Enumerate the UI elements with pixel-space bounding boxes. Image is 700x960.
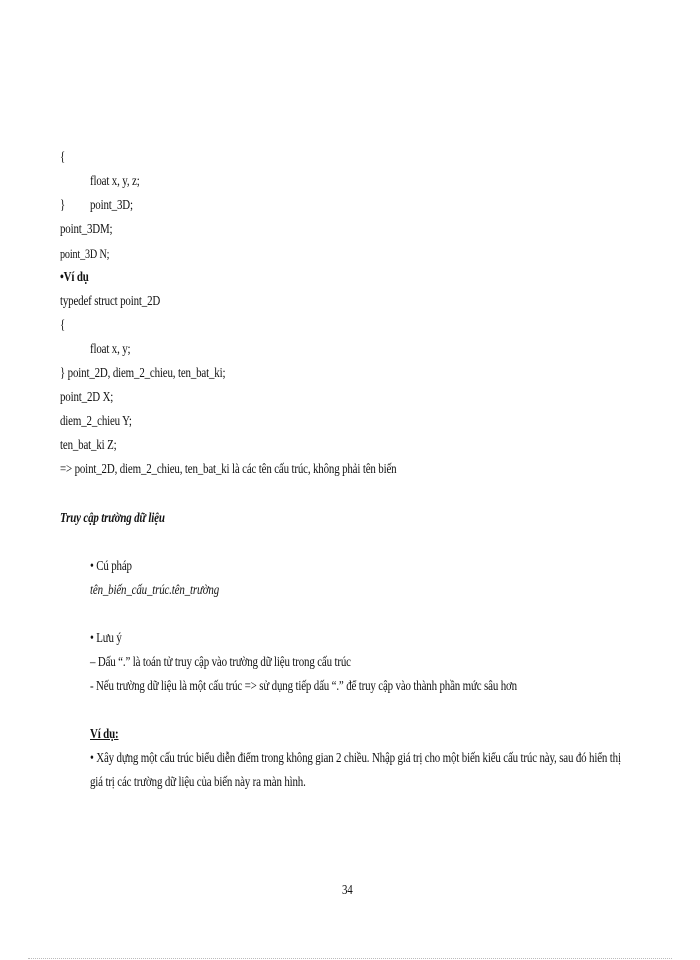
example-heading-text: Ví dụ bbox=[63, 270, 89, 285]
code-decl-y: diem_2_chieu Y; bbox=[60, 414, 132, 429]
code-field-line-2: float x, y; bbox=[90, 342, 131, 357]
code-brace-open-2: { bbox=[60, 318, 66, 333]
note-label: • Lưu ý bbox=[90, 631, 122, 646]
code-field-line: float x, y, z; bbox=[90, 174, 140, 189]
note-line-2: - Nếu trường dữ liệu là một cấu trúc => sử dụng tiếp dấu “.” để truy cập vào thành phần mức sâu hơn bbox=[90, 679, 517, 694]
code-decl-2: point_3D N; bbox=[60, 246, 110, 261]
code-decl-1: point_3DM; bbox=[60, 222, 113, 237]
code-brace-open: { bbox=[60, 150, 66, 165]
page-number: 34 bbox=[342, 883, 353, 898]
code-close-line: } point_2D, diem_2_chieu, ten_bat_ki; bbox=[60, 366, 226, 381]
page-bottom-border bbox=[28, 958, 672, 959]
code-decl-z: ten_bat_ki Z; bbox=[60, 438, 117, 453]
code-brace-close: } bbox=[60, 198, 66, 213]
code-decl-x: point_2D X; bbox=[60, 390, 114, 405]
example-line-2: giá trị các trường dữ liệu của biến này ra màn hình. bbox=[90, 775, 306, 790]
example-note: => point_2D, diem_2_chieu, ten_bat_ki là các tên cấu trúc, không phải tên biến bbox=[60, 462, 397, 477]
code-type-name: point_3D; bbox=[90, 198, 133, 213]
syntax-label: • Cú pháp bbox=[90, 559, 132, 574]
typedef-line: typedef struct point_2D bbox=[60, 294, 161, 309]
example-label: Ví dụ: bbox=[90, 727, 119, 742]
example-heading: •Ví dụ bbox=[60, 270, 89, 285]
syntax-value: tên_biến_cấu_trúc.tên_trường bbox=[90, 583, 220, 598]
example-line-1: • Xây dựng một cấu trúc biểu diễn điểm trong không gian 2 chiều. Nhập giá trị cho một biến kiểu cấu trúc này, sau đó hiển thị bbox=[90, 751, 621, 766]
section-title: Truy cập trường dữ liệu bbox=[60, 511, 165, 526]
note-line-1: – Dấu “.” là toán tử truy cập vào trường dữ liệu trong cấu trúc bbox=[90, 655, 351, 670]
